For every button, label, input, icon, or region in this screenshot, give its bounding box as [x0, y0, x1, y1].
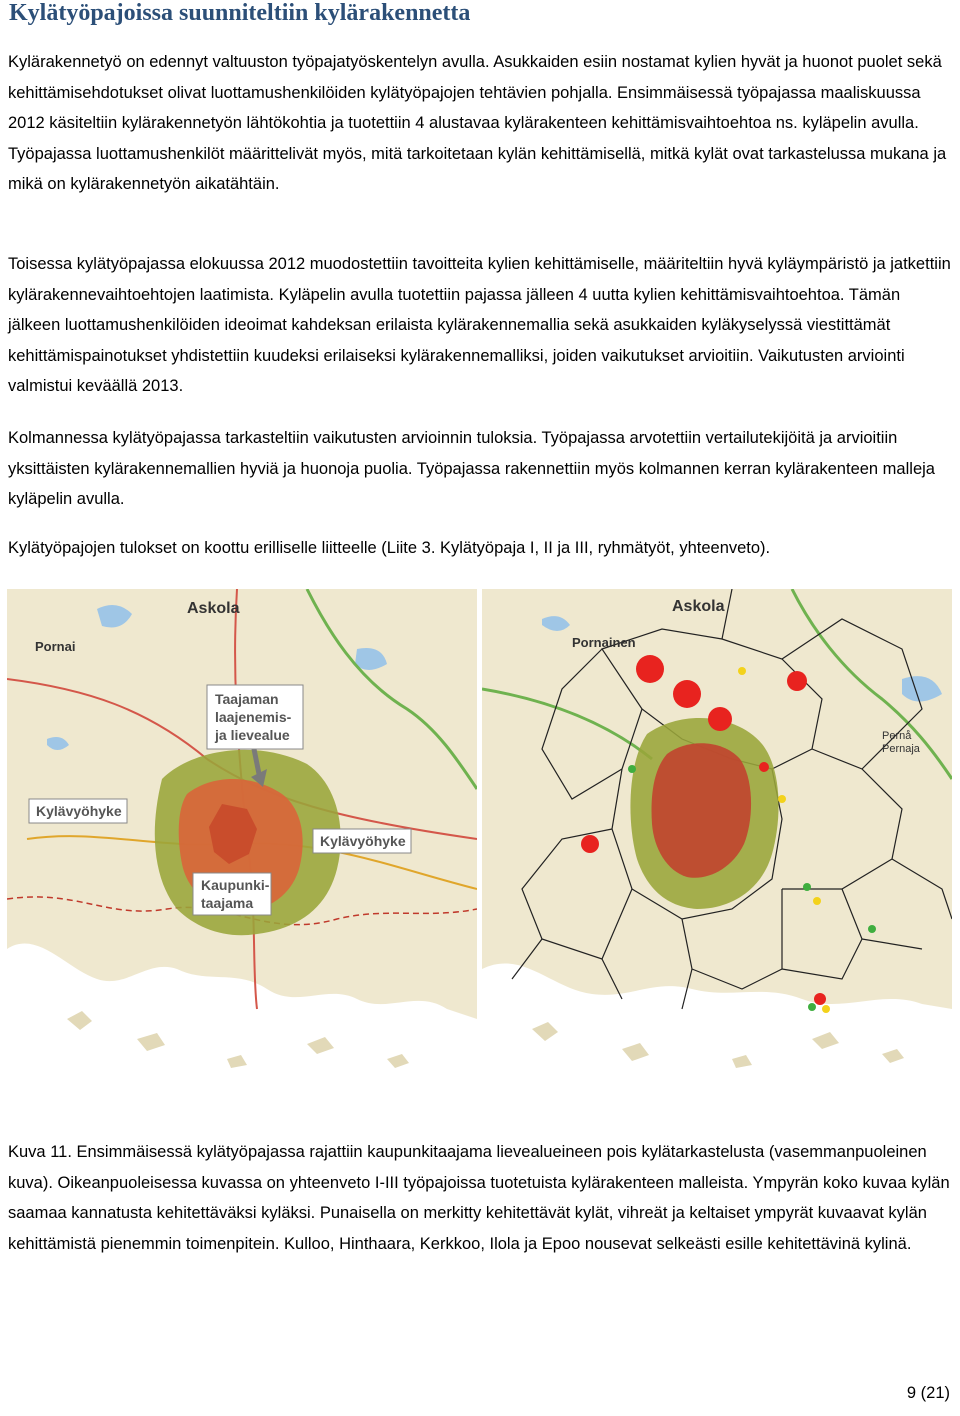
village-circle-red — [581, 835, 599, 853]
label-expansion-line1: Taajaman — [215, 691, 279, 707]
map-right-village-model — [482, 589, 952, 1130]
label-urban — [193, 873, 271, 915]
label-expansion — [207, 685, 303, 749]
village-circle-yellow — [822, 1005, 830, 1013]
village-circle-red — [636, 655, 664, 683]
place-pernaja-line1: Pernå — [882, 730, 912, 742]
label-zone-right-text: Kylävyöhyke — [320, 833, 406, 849]
village-circle-red — [814, 993, 826, 1005]
village-circle-green — [628, 765, 636, 773]
label-zone-right — [313, 829, 411, 853]
village-circle-red — [708, 707, 732, 731]
place-pornainen-left: Pornai — [35, 639, 76, 654]
label-urban-line2: taajama — [201, 895, 254, 911]
place-askola-right: Askola — [672, 598, 725, 615]
village-circle-yellow — [778, 795, 786, 803]
figure-caption: Kuva 11. Ensimmäisessä kylätyöpajassa rajattiin kaupunkitaajama lievealueineen pois kylätarkastelusta (vasemmanpuoleinen kuva). Oikeanpuoleisessa kuvassa on yhteenveto I-III työpajoissa tuotetuista kylärakenteen malleista. Ympyrän koko kuvaa kylän saamaa kannatusta kehitettäväksi kyläksi. Punaisella on merkitty kehitettävät kylät, vihreät ja keltaiset ympyrät kuvaavat kylän kehittämistä pienemmin toimenpitein. Kulloo, Hinthaara, Kerkkoo, Ilola ja Epoo nousevat selkeästi esille kehitettävinä kylinä. — [8, 1143, 950, 1253]
place-pernaja-line2: Pernaja — [882, 743, 920, 755]
page-title: Kylätyöpajoissa suunniteltiin kylärakennetta — [9, 0, 471, 26]
village-circle-green — [868, 925, 876, 933]
village-circle-red — [673, 680, 701, 708]
place-askola-left: Askola — [187, 600, 240, 617]
paragraph-2: Toisessa kylätyöpajassa elokuussa 2012 muodostettiin tavoitteita kylien kehittämiselle, määriteltiin hyvä kyläympäristö ja jatkettiin kylärakennevaihtoehtojen laatimista. Kyläpelin avulla tuotettiin pajassa jälleen 4 uutta kylien kehittämisvaihtoehtoa. Tämän jälkeen luottamushenkilöiden ideoimat kahdeksan erilaista kylärakennemallia sekä asukkaiden kyläkyselyssä viestittämät kehittämispainotukset yhdistettiin kuudeksi erilaiseksi kylärakennemalliksi, joiden vaikutukset arvioitiin. Vaikutusten arviointi valmistui keväällä 2013. — [8, 255, 951, 395]
label-urban-line1: Kaupunki- — [201, 877, 270, 893]
village-circle-green — [808, 1003, 816, 1011]
village-circle-red — [787, 671, 807, 691]
village-circle-yellow — [738, 667, 746, 675]
map-left-urban-zone — [7, 589, 477, 1130]
label-expansion-line3: ja lievealue — [215, 727, 290, 743]
village-circle-green — [803, 883, 811, 891]
village-circle-yellow — [813, 897, 821, 905]
paragraph-4: Kylätyöpajojen tulokset on koottu erilliselle liitteelle (Liite 3. Kylätyöpaja I, II ja III, ryhmätyöt, yhteenveto). — [8, 539, 771, 557]
village-circle-red — [759, 762, 769, 772]
map-left-svg — [7, 589, 477, 1130]
label-zone-left — [29, 799, 127, 823]
place-pornainen-right: Pornainen — [572, 635, 636, 650]
paragraph-1: Kylärakennetyö on edennyt valtuuston työpajatyöskentelyn avulla. Asukkaiden esiin nostamat kylien hyvät ja huonot puolet sekä kehittämisehdotukset olivat luottamushenkilöiden kylätyöpajojen tehtävien pohjalla. Ensimmäisessä työpajassa maaliskuussa 2012 käsiteltiin kylärakennetyön lähtökohtia ja tuotettiin 4 alustavaa kylärakenteen kehittämisvaihtoehtoa ns. kyläpelin avulla. Työpajassa luottamushenkilöt määrittelivät myös, mitä tarkoitetaan kylän kehittämisellä, mitkä kylät ovat tarkastelussa mukana ja mikä on kylärakennetyön aikatähtäin. — [8, 53, 947, 193]
map-right-svg — [482, 589, 952, 1130]
label-expansion-line2: laajenemis- — [215, 709, 292, 725]
paragraph-3: Kolmannessa kylätyöpajassa tarkasteltiin vaikutusten arvioinnin tuloksia. Työpajassa arvotettiin vertailutekijöitä ja arvioitiin yksittäisten kylärakennemallien hyviä ja huonoja puolia. Työpajassa rakennettiin myös kolmannen kerran kylärakenteen malleja kyläpelin avulla. — [8, 429, 935, 508]
page-number: 9 (21) — [906, 1384, 950, 1402]
label-zone-left-text: Kylävyöhyke — [36, 803, 122, 819]
